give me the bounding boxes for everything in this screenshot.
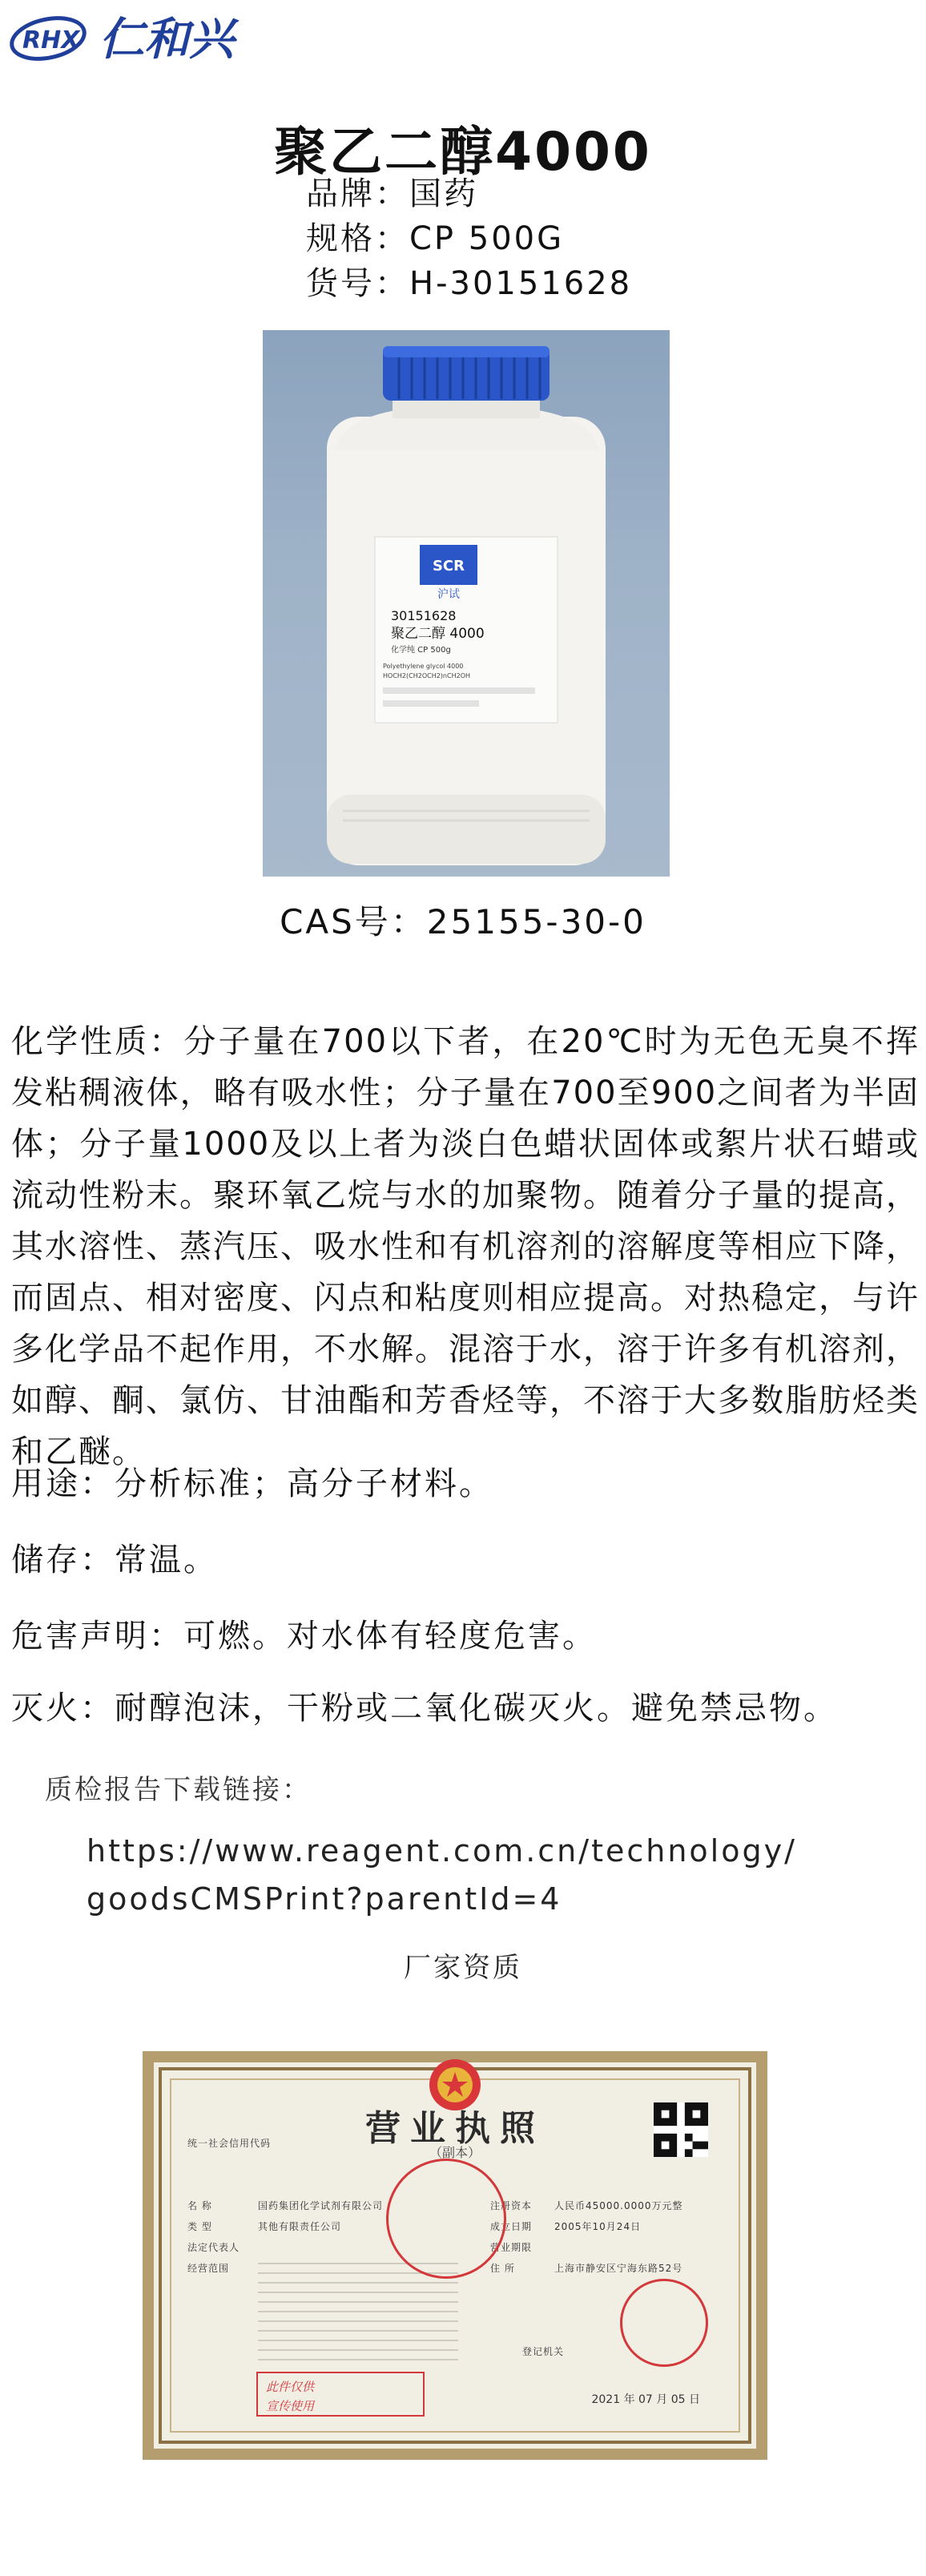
qr-code-icon xyxy=(654,2102,708,2157)
fire-line: 灭火：耐醇泡沫，干粉或二氧化碳灭火。避免禁忌物。 xyxy=(11,1690,838,1727)
qc-report-link-line2[interactable]: goodsCMSPrint?parentId=4 xyxy=(87,1881,562,1917)
sku-line: 货号：H-30151628 xyxy=(306,265,633,302)
bottle-eng1: Polyethylene glycol 4000 xyxy=(383,663,464,670)
license-date: 2021 年 07 月 05 日 xyxy=(591,2393,700,2406)
product-title: 聚乙二醇4000 xyxy=(274,121,652,183)
chemical-properties: 化学性质：分子量在700以下者，在20℃时为无色无臭不挥发粘稠液体，略有吸水性；分子量在700至900之间者为半固体；分子量1000及以上者为淡白色蜡状固体或絮片状石蜡或流动性粉末。聚环氧乙烷与水的加聚物。随着分子量的提高，其水溶性、蒸汽压、吸水性和有机溶剂的溶解度等相应下降，而固点、相对密度、闪点和粘度则相应提高。对热稳定，与许多化学品不起作用，不水解。混溶于水，溶于许多有机溶剂，如醇、酮、氯仿、甘油酯和芳香烃等，不溶于大多数脂肪烃类和乙醚。 xyxy=(11,1023,920,1470)
official-seal-stamp xyxy=(620,2279,708,2367)
storage-line: 储存：常温。 xyxy=(11,1542,218,1578)
qc-report-link-line1[interactable]: https://www.reagent.com.cn/technology/ xyxy=(87,1833,797,1869)
license-subtitle: （副本） xyxy=(429,2145,481,2160)
scope-label: 经营范围 xyxy=(187,2263,230,2274)
registration-authority-label: 登记机关 xyxy=(522,2346,565,2357)
credit-code-label: 统一社会信用代码 xyxy=(187,2138,272,2149)
brand-logo xyxy=(6,5,311,69)
name-value: 国药集团化学试剂有限公司 xyxy=(258,2200,384,2211)
business-license-image xyxy=(143,2051,767,2460)
name-label: 名 称 xyxy=(187,2200,212,2211)
watermark-line2: 宣传使用 xyxy=(266,2399,315,2413)
hazard-line: 危害声明：可燃。对水体有轻度危害。 xyxy=(11,1618,597,1655)
logo-text: 仁和兴 xyxy=(99,14,234,66)
spec-line: 规格：CP 500G xyxy=(306,220,565,257)
bottle-grade: 化学纯 CP 500g xyxy=(391,646,451,655)
license-title: 营业执照 xyxy=(365,2108,545,2149)
svg-text:SCR: SCR xyxy=(432,558,465,574)
bottle-brand: 沪试 xyxy=(437,588,460,601)
capital-value: 人民币45000.0000万元整 xyxy=(554,2200,683,2211)
usage-line: 用途：分析标准；高分子材料。 xyxy=(11,1465,493,1502)
factory-qualification-heading: 厂家资质 xyxy=(404,1952,522,1984)
watermark-notice xyxy=(256,2372,425,2417)
founded-value: 2005年10月24日 xyxy=(554,2221,642,2232)
product-photo xyxy=(263,330,670,877)
type-label: 类 型 xyxy=(187,2221,212,2232)
type-value: 其他有限责任公司 xyxy=(258,2221,342,2232)
bottle-code: 30151628 xyxy=(391,608,457,623)
qc-report-label: 质检报告下载链接： xyxy=(45,1774,312,1806)
legal-rep-label: 法定代表人 xyxy=(187,2242,240,2253)
address-label: 住 所 xyxy=(490,2263,515,2274)
bottle-name: 聚乙二醇 4000 xyxy=(391,626,485,642)
term-label: 营业期限 xyxy=(490,2242,533,2253)
founded-label: 成立日期 xyxy=(490,2221,533,2232)
capital-label: 注册资本 xyxy=(490,2200,533,2211)
cas-number: CAS号：25155-30-0 xyxy=(280,902,646,941)
logo-mark: RHX xyxy=(22,26,80,54)
bottle-eng2: HOCH2(CH2OCH2)nCH2OH xyxy=(383,672,470,679)
watermark-line1: 此件仅供 xyxy=(266,2380,315,2394)
brand-line: 品牌：国药 xyxy=(306,175,478,212)
address-value: 上海市静安区宁海东路52号 xyxy=(554,2263,683,2274)
